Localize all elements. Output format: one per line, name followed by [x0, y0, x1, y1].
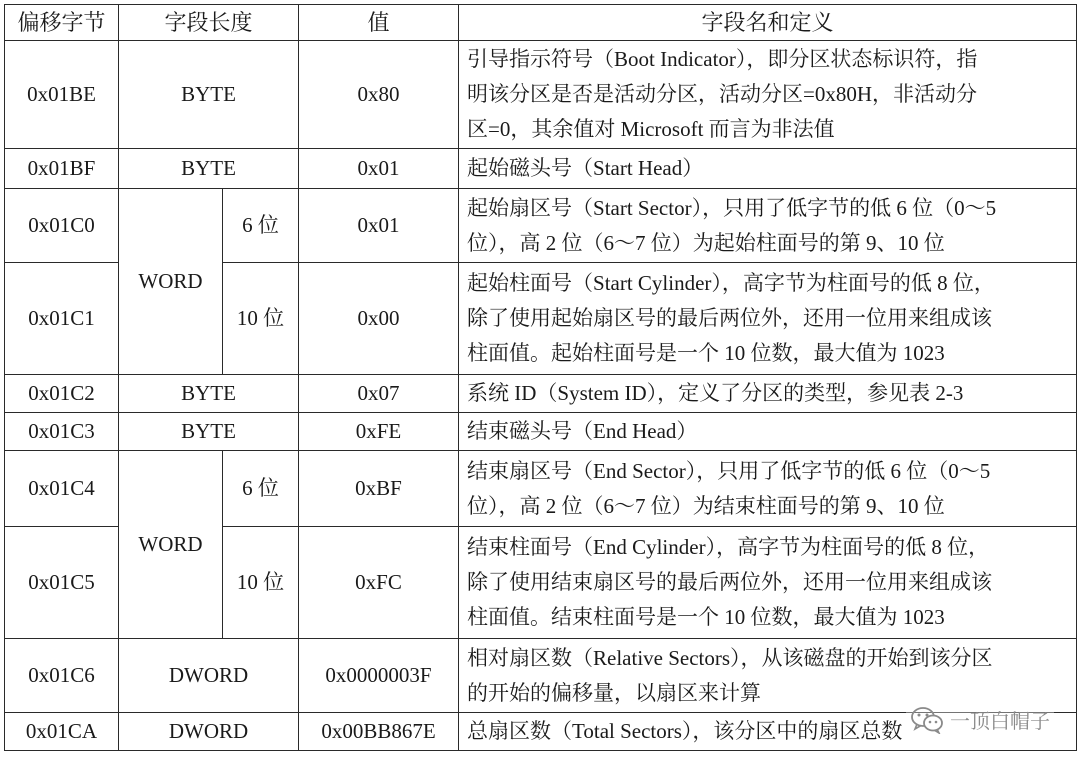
offset-cell: 0x01C3	[5, 413, 119, 451]
length-cell: DWORD	[119, 639, 299, 713]
offset-cell: 0x01C5	[5, 527, 119, 639]
value-cell: 0xFC	[299, 527, 459, 639]
length-cell: DWORD	[119, 713, 299, 751]
length-cell: BYTE	[119, 375, 299, 413]
value-cell: 0x00BB867E	[299, 713, 459, 751]
length-cell: WORD	[119, 189, 223, 375]
offset-cell: 0x01C4	[5, 451, 119, 527]
offset-cell: 0x01C1	[5, 263, 119, 375]
definition-line: 除了使用结束扇区号的最后两位外，还用一位用来组成该	[467, 570, 993, 594]
definition-line: 相对扇区数（Relative Sectors），从该磁盘的开始到该分区	[467, 645, 993, 670]
value-cell: 0xBF	[299, 451, 459, 527]
value-cell: 0x01	[299, 149, 459, 189]
definition-cell	[459, 41, 1077, 149]
watermark	[906, 705, 1054, 734]
bits-cell: 6 位	[223, 451, 299, 527]
definition-line: 的开始的偏移量，以扇区来计算	[467, 680, 762, 705]
definition-line: 位），高 2 位（6～7 位）为结束柱面号的第 9、10 位	[467, 493, 945, 518]
definition-line: 柱面值。结束柱面号是一个 10 位数，最大值为 1023	[467, 605, 945, 629]
value-cell: 0x80	[299, 41, 459, 149]
partition-entry-table	[4, 4, 1077, 751]
table-row	[5, 149, 1077, 189]
definition-line: 总扇区数（Total Sectors），该分区中的扇区总数	[467, 719, 903, 743]
offset-cell: 0x01CA	[5, 713, 119, 751]
definition-line: 系统 ID（System ID），定义了分区的类型，参见表 2-3	[467, 381, 964, 405]
value-cell: 0xFE	[299, 413, 459, 451]
definition-line: 起始柱面号（Start Cylinder），高字节为柱面号的低 8 位，	[467, 271, 995, 295]
definition-cell	[459, 451, 1077, 527]
definition-line: 柱面值。起始柱面号是一个 10 位数，最大值为 1023	[467, 341, 945, 365]
header-value: 值	[299, 5, 459, 41]
header-definition: 字段名和定义	[459, 5, 1077, 41]
definition-line: 除了使用起始扇区号的最后两位外，还用一位用来组成该	[467, 306, 993, 330]
header-length: 字段长度	[119, 5, 299, 41]
definition-cell	[459, 413, 1077, 451]
bits-cell: 10 位	[223, 527, 299, 639]
table-row	[5, 451, 1077, 527]
offset-cell: 0x01C2	[5, 375, 119, 413]
table-header-row	[5, 5, 1077, 41]
definition-cell	[459, 639, 1077, 713]
wechat-icon	[910, 706, 944, 734]
length-cell: BYTE	[119, 149, 299, 189]
value-cell: 0x01	[299, 189, 459, 263]
header-offset: 偏移字节	[5, 5, 119, 41]
value-cell: 0x0000003F	[299, 639, 459, 713]
value-cell: 0x00	[299, 263, 459, 375]
watermark-text: 一顶白帽子	[950, 709, 1050, 733]
table-row	[5, 375, 1077, 413]
length-cell: BYTE	[119, 413, 299, 451]
definition-cell	[459, 527, 1077, 639]
offset-cell: 0x01C0	[5, 189, 119, 263]
bits-cell: 6 位	[223, 189, 299, 263]
definition-line: 结束磁头号（End Head）	[467, 419, 698, 443]
definition-cell	[459, 375, 1077, 413]
table-row	[5, 413, 1077, 451]
definition-line: 起始扇区号（Start Sector），只用了低字节的低 6 位（0～5	[467, 195, 997, 220]
table-row	[5, 639, 1077, 713]
offset-cell: 0x01BE	[5, 41, 119, 149]
length-cell: BYTE	[119, 41, 299, 149]
table-row	[5, 189, 1077, 263]
definition-line: 结束柱面号（End Cylinder），高字节为柱面号的低 8 位，	[467, 535, 990, 559]
definition-line: 位），高 2 位（6～7 位）为起始柱面号的第 9、10 位	[467, 230, 945, 255]
definition-line: 区=0，其余值对 Microsoft 而言为非法值	[467, 117, 835, 141]
offset-cell: 0x01C6	[5, 639, 119, 713]
definition-line: 起始磁头号（Start Head）	[467, 156, 704, 180]
table-row	[5, 41, 1077, 149]
value-cell: 0x07	[299, 375, 459, 413]
definition-cell	[459, 263, 1077, 375]
length-cell: WORD	[119, 451, 223, 639]
definition-line: 明该分区是否是活动分区，活动分区=0x80H，非活动分	[467, 82, 978, 106]
offset-cell: 0x01BF	[5, 149, 119, 189]
definition-cell	[459, 189, 1077, 263]
definition-line: 引导指示符号（Boot Indicator），即分区状态标识符，指	[467, 47, 978, 71]
definition-cell	[459, 149, 1077, 189]
bits-cell: 10 位	[223, 263, 299, 375]
definition-line: 结束扇区号（End Sector），只用了低字节的低 6 位（0～5	[467, 458, 991, 483]
